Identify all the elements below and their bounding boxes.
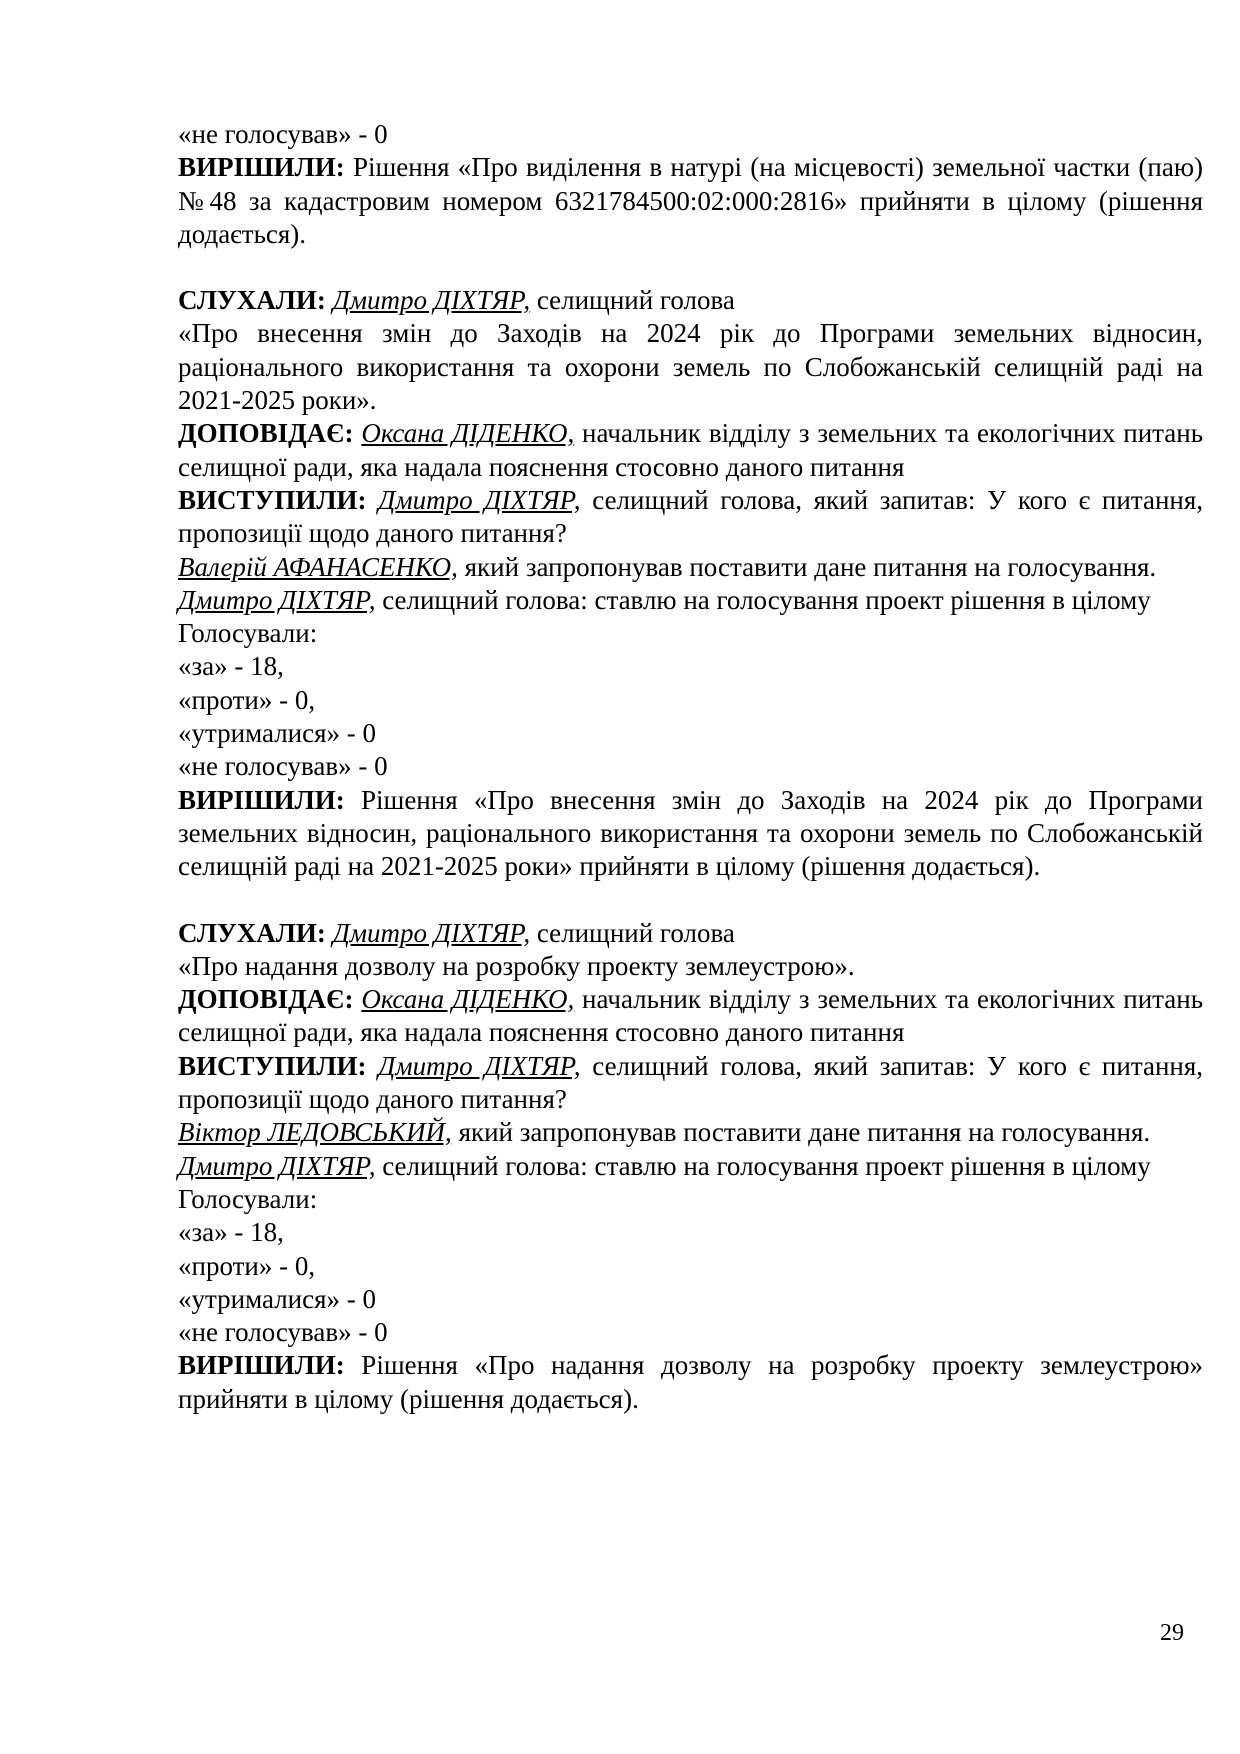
- vote-against: «проти» - 0,: [178, 1250, 316, 1281]
- agenda-topic: «Про надання дозволу на розробку проекту землеустрою».: [178, 950, 855, 981]
- spoke-label: ВИСТУПИЛИ:: [178, 1050, 367, 1081]
- report-label: ДОПОВІДАЄ:: [178, 984, 354, 1015]
- speaker-role: селищний голова: [530, 917, 735, 948]
- document-page: [178, 118, 1203, 1416]
- decided-label: ВИРІШИЛИ:: [178, 152, 345, 183]
- report-paragraph: [178, 983, 1203, 1050]
- page-number: 29: [1160, 1620, 1184, 1646]
- proposal-text: який запропонував поставити дане питання на голосування.: [451, 1117, 1151, 1148]
- spoke-paragraph: [178, 484, 1203, 551]
- vote-for: «за» - 18,: [178, 1217, 284, 1248]
- report-label: ДОПОВІДАЄ:: [178, 418, 354, 449]
- spoke-text: селищний голова, який запитав: У кого є питання, пропозиції щодо даного питання?: [178, 484, 1204, 549]
- spacer: [178, 251, 1203, 284]
- heard-label: СЛУХАЛИ:: [178, 285, 326, 316]
- proposer-name: Віктор ЛЕДОВСЬКИЙ,: [178, 1117, 452, 1148]
- vote-abstain: «утрималися» - 0: [178, 718, 377, 749]
- voted-label: Голосували:: [178, 1183, 318, 1214]
- speaker-name: Дмитро ДІХТЯР,: [332, 285, 531, 316]
- report-text: начальник відділу з земельних та екологічних питань селищної ради, яка надала пояснення стосовно даного питання: [178, 984, 1204, 1048]
- spoke-paragraph: [178, 1050, 1203, 1117]
- proposal-paragraph: [178, 551, 1203, 584]
- spoke-text: селищний голова, який запитав: У кого є питання, пропозиції щодо даного питання?: [178, 1050, 1204, 1115]
- voted-label: Голосували:: [178, 618, 318, 649]
- chair-name: Дмитро ДІХТЯР,: [178, 1150, 376, 1181]
- speaker-name: Дмитро ДІХТЯР,: [332, 917, 531, 948]
- vote-against: «проти» - 0,: [178, 684, 316, 715]
- spoke-name: Дмитро ДІХТЯР,: [378, 1050, 581, 1081]
- put-to-vote-text: селищний голова: ставлю на голосування проект рішення в цілому: [375, 1150, 1151, 1181]
- heard-paragraph: [178, 917, 1203, 950]
- decision-paragraph: [178, 151, 1203, 251]
- spacer: [178, 884, 1203, 917]
- reporter-name: Оксана ДІДЕНКО,: [361, 418, 575, 449]
- spoke-label: ВИСТУПИЛИ:: [178, 484, 367, 515]
- heard-paragraph: [178, 284, 1203, 317]
- proposal-text: який запропонував поставити дане питання на голосування.: [457, 551, 1157, 582]
- put-to-vote-paragraph: [178, 584, 1203, 617]
- spoke-name: Дмитро ДІХТЯР,: [378, 484, 581, 515]
- proposal-paragraph: [178, 1116, 1203, 1149]
- put-to-vote-paragraph: [178, 1150, 1203, 1183]
- proposer-name: Валерій АФАНАСЕНКО,: [178, 551, 458, 582]
- decision-text: Рішення «Про внесення змін до Заходів на 2024 рік до Програми земельних відносин, раціонального використання та охорони земель по Слобожанській селищній раді на 2021-2025 роки» прийняти в цілому (рішення додається).: [178, 784, 1203, 882]
- report-text: начальник відділу з земельних та екологічних питань селищної ради, яка надала пояснення стосовно даного питання: [178, 418, 1204, 482]
- put-to-vote-text: селищний голова: ставлю на голосування проект рішення в цілому: [375, 584, 1151, 615]
- decision-text: Рішення «Про виділення в натурі (на місцевості) земельної частки (паю) №48 за кадастровим номером 6321784500:02:000:2816» прийняти в цілому (рішення додається).: [178, 152, 1203, 249]
- report-paragraph: [178, 417, 1203, 484]
- agenda-topic: «Про внесення змін до Заходів на 2024 рік до Програми земельних відносин, раціонального використання та охорони земель по Слобожанській селищній раді на 2021-2025 роки».: [178, 318, 1203, 416]
- vote-abstain: «утрималися» - 0: [178, 1283, 377, 1314]
- heard-label: СЛУХАЛИ:: [178, 917, 326, 948]
- vote-not-voted: «не голосував» - 0: [178, 751, 388, 782]
- decision-paragraph: [178, 1349, 1203, 1416]
- vote-not-voted: «не голосував» - 0: [178, 119, 388, 149]
- reporter-name: Оксана ДІДЕНКО,: [361, 984, 575, 1015]
- speaker-role: селищний голова: [530, 285, 735, 316]
- decision-paragraph: [178, 784, 1203, 884]
- chair-name: Дмитро ДІХТЯР,: [178, 584, 376, 615]
- vote-not-voted: «не голосував» - 0: [178, 1317, 388, 1348]
- decision-text: Рішення «Про надання дозволу на розробку проекту землеустрою» прийняти в цілому (рішення додається).: [178, 1350, 1203, 1414]
- vote-for: «за» - 18,: [178, 651, 284, 682]
- decided-label: ВИРІШИЛИ:: [178, 1350, 345, 1381]
- decided-label: ВИРІШИЛИ:: [178, 784, 345, 815]
